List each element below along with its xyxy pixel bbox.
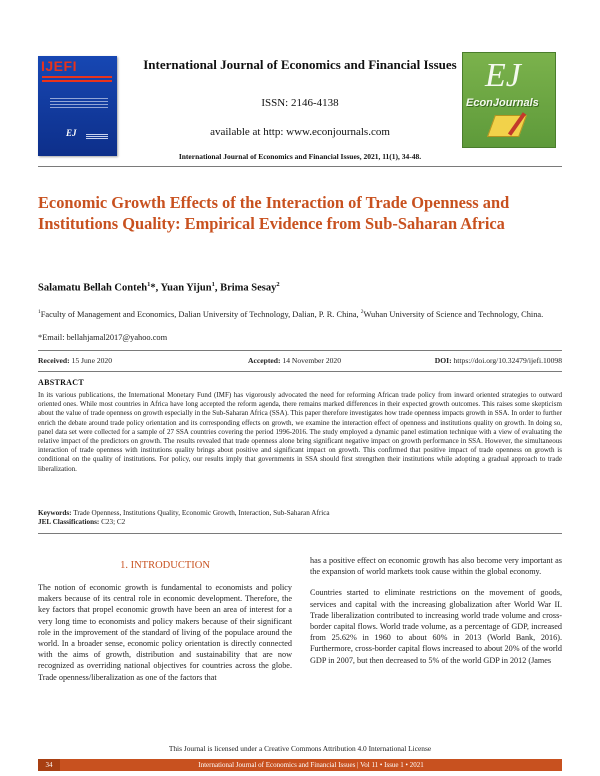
article-title: Economic Growth Effects of the Interaction of Trade Openness and Institutions Quality: Empirical Evidence from Sub-Saharan Africa (38, 193, 510, 233)
received-label: Received: (38, 356, 70, 365)
affiliations (38, 307, 562, 320)
divider (38, 350, 562, 351)
article-dates (38, 356, 562, 368)
author-affil-sup: 2 (276, 281, 280, 288)
abstract-text: In its various publications, the International Monetary Fund (IMF) has vigorously advocated the need for reforming African trade policy from inward oriented strategies to outward oriented ones. While most countries in Africa have long accepted the reform agenda, there remains marked differences in their expected growth outcomes. This raises some skepticism about the value of trade openness on growth especially in the Sub-Saharan Africa (SSA). This paper therefore investigates how trade openness impacts growth in SSA. In order to further enrich the debate around trade policy orientation and its corresponding effects on growth, we examine the interaction effect of openness and institutions quality on growth. In doing so, panel data set were collected for a sample of 27 SSA countries covering the period 1996-2016. The study employed a dynamic panel estimation technique with a view of evaluating the relative impact of the predictors on growth. The results revealed that trade openness alone bring significant negative impact on growth performance in SSA. However, the simultaneous interaction of trade openness with institutions quality brings about positive and significant impact on growth. This confirmed that positive impact of trade openness on growth is conditional on the quality of institutions. For policy, our results imply that governments in SSA should first strengthen their institutions while adopting a gradual approach to trade liberalization. (38, 391, 562, 473)
keywords-label: Keywords: (38, 509, 72, 517)
paragraph: The notion of economic growth is fundamental to economists and policy makers because of its central role in economic development. Therefore, the key factors that propel economic growth have been an area of interest for a very long time to economists and policy makers because of their significant role in the improvement of the standard of living of the populace around the world. In a broader sense, economic policy orientation is directly connected with the aims of growth, distribution and sustainability that are now recognized as overriding national objectives for countries across the globe. Trade openness/liberalization as one of the factors that (38, 583, 292, 682)
jel-label: JEL Classifications: (38, 518, 100, 527)
received-value: 15 June 2020 (71, 356, 113, 365)
cover-text-lines (50, 98, 108, 110)
body-left-column (38, 582, 292, 683)
econjournals-logo (462, 52, 556, 148)
received-date (38, 356, 112, 365)
doi-label: DOI: (434, 356, 452, 365)
logo-ej-text: EJ (485, 57, 521, 94)
divider (38, 533, 562, 534)
body-right-column (310, 555, 562, 666)
page-number: 34 (38, 759, 60, 771)
cover-logo-text: IJEFI (41, 58, 77, 74)
author-name: Yuan Yijun (160, 282, 212, 294)
doi-link[interactable]: https://doi.org/10.32479/ijefi.10098 (453, 356, 562, 365)
affiliation-2: Wuhan University of Science and Technology, China. (363, 309, 544, 319)
journal-cover-image (38, 56, 117, 156)
cover-rule (42, 76, 112, 78)
doi (435, 356, 562, 365)
issn: ISSN: 2146-4138 (261, 97, 339, 109)
page-footer (38, 759, 562, 771)
affil-sup: 1 (38, 309, 41, 315)
cover-rule (42, 80, 112, 82)
footer-text: International Journal of Economics and Financial Issues | Vol 11 • Issue 1 • 2021 (198, 761, 424, 769)
author-affil-sup: 1 (147, 281, 151, 288)
journal-name: International Journal of Economics and Financial Issues (143, 57, 457, 72)
author-name: Salamatu Bellah Conteh (38, 282, 148, 294)
jel-value: C23; C2 (101, 518, 126, 527)
author-list: Salamatu Bellah Conteh$^1$*, Yuan Yijun$^1$, Brima Sesay$^2$ (38, 281, 280, 294)
keywords-value: Trade Openness, Institutions Quality, Economic Growth, Interaction, Sub-Saharan Africa (73, 509, 330, 517)
cover-ej-mark: EJ (66, 128, 77, 138)
accepted-value: 14 November 2020 (282, 356, 342, 365)
header-divider (38, 166, 562, 167)
author-affil-sup: 1 (211, 281, 215, 288)
cover-text-lines (86, 134, 108, 139)
paragraph: Countries started to eliminate restrictions on the movement of goods, services and capital with the increasing globalization after World War II. Trade liberalization contributed to increasing world trade volume and cross-border capital flows. World trade volume, as a percentage of GDP, increased from 25.62% in 1960 to about 60% in 2013 (World Bank, 2016). Furthermore, cross-border capital flows increased to about 20% of the world GDP in 2007, but then decreased to 5% of the world GDP in 2012 (James (310, 588, 562, 665)
keywords-block (38, 509, 562, 528)
citation-line: International Journal of Economics and Financial Issues, 2021, 11(1), 34-48. (178, 152, 422, 161)
abstract-heading: ABSTRACT (38, 378, 84, 387)
license-notice: This Journal is licensed under a Creative Commons Attribution 4.0 International License (168, 744, 432, 753)
paragraph: has a positive effect on economic growth has also become very important as the expansion of world markets took cause within the global economy. (310, 556, 562, 577)
divider (38, 371, 562, 372)
section-heading: 1. INTRODUCTION (120, 560, 210, 571)
affil-sup: 2 (360, 309, 364, 315)
author-name: Brima Sesay (220, 282, 277, 294)
journal-website: available at http: www.econjournals.com (210, 126, 390, 138)
accepted-date (248, 356, 341, 365)
corresponding-mark: * (150, 282, 156, 294)
corresponding-email[interactable]: *Email: bellahjamal2017@yahoo.com (38, 333, 168, 342)
affiliation-1: Faculty of Management and Economics, Dalian University of Technology, Dalian, P. R. China, (40, 309, 361, 319)
accepted-label: Accepted: (248, 356, 281, 365)
logo-brand-text: EconJournals (466, 97, 539, 109)
